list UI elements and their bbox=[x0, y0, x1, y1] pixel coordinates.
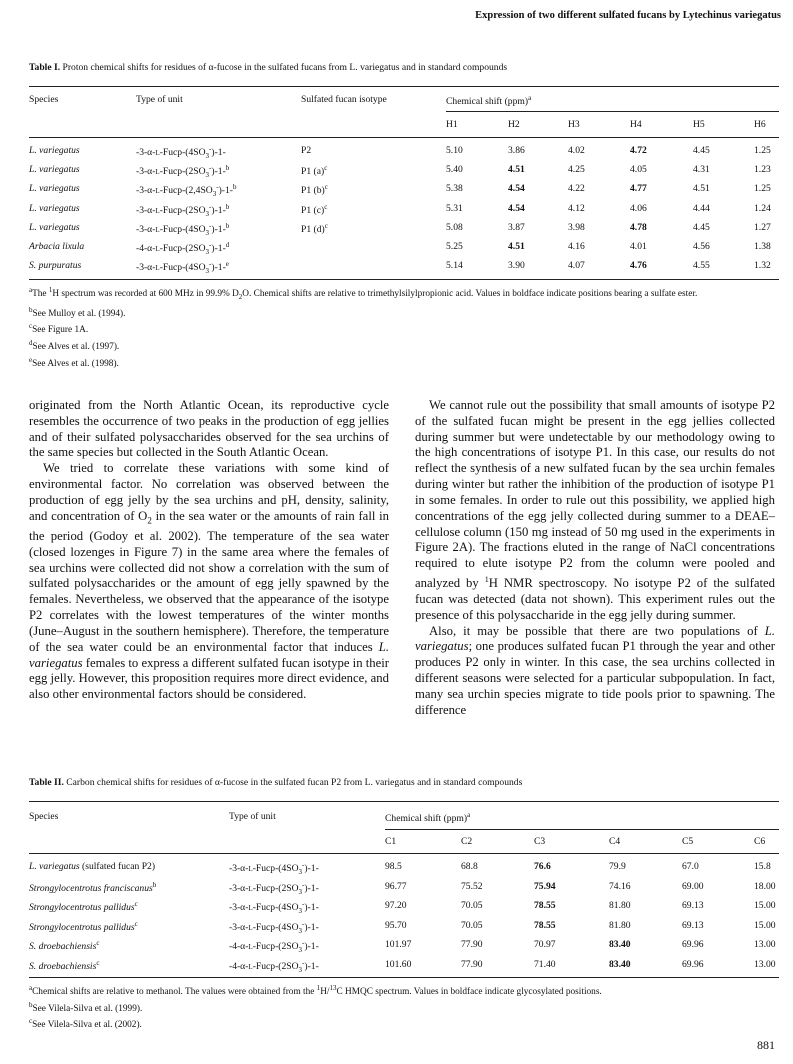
table1-cell-unit: $-4-\alpha-l-Fucp-(2SO_3^-)-1-^d$ bbox=[136, 241, 230, 257]
table2-header-species: Species bbox=[29, 811, 59, 822]
table1-cell-value: 4.44 bbox=[693, 202, 710, 214]
table2-cell-species: Strongylocentrotus franciscanus$^b$ bbox=[29, 880, 157, 894]
table2-cell-value: 71.40 bbox=[534, 959, 556, 970]
table1-cell-value: 4.25 bbox=[568, 164, 585, 176]
table2-footnote: $^b$See Vilela-Silva et al. (1999). bbox=[29, 1000, 143, 1014]
table1-footnotes bbox=[29, 284, 774, 370]
table1-cell-value: 1.27 bbox=[754, 221, 771, 233]
page-number: 881 bbox=[757, 1038, 775, 1052]
table2-col-header: C6 bbox=[754, 836, 766, 847]
table1-cell-isotype: P1 $(a)^c$ bbox=[301, 164, 328, 178]
table2-footnotes bbox=[29, 982, 774, 1032]
table2-cell-value: 77.90 bbox=[461, 959, 483, 970]
table2-caption-text: Carbon chemical shifts for residues of α-fucose in the sulfated fucan P2 from L. variegatus and in standard compounds bbox=[66, 777, 523, 788]
table1-cell-value: 4.06 bbox=[630, 202, 647, 214]
table2-cell-value: 101.97 bbox=[385, 939, 412, 951]
table1-cell-value: 4.07 bbox=[568, 260, 585, 272]
table1-cell-value: 1.23 bbox=[754, 164, 771, 176]
table1-cell-value: 3.90 bbox=[508, 260, 525, 272]
table2-cell-value: 67.0 bbox=[682, 861, 699, 872]
table1-cell-unit: $-3-\alpha-l-Fucp-(2SO_3^-)-1-^b$ bbox=[136, 164, 230, 180]
table2-cell-value: 81.80 bbox=[609, 919, 631, 931]
table2-header-shift-sup: a bbox=[467, 811, 471, 819]
table1-cell-unit: $-3-\alpha-l-Fucp-(2,4SO_3^-)-1-^b$ bbox=[136, 183, 237, 199]
table2-cell-value: 18.00 bbox=[754, 880, 776, 892]
table2-cell-value: 97.20 bbox=[385, 900, 407, 912]
table2-cell-species: Strongylocentrotus pallidus$^c$ bbox=[29, 919, 138, 933]
table2-col-header: C2 bbox=[461, 836, 473, 847]
table1-footnote: $^a$The $^1$H spectrum was recorded at 600 MHz in 99.9% $D_2O$. Chemical shifts are relative to trimethylsilylpropionic acid. Values in boldface indicate positions bearing a sulfate ester. bbox=[29, 286, 698, 301]
table1-cell-value: 4.51 bbox=[508, 241, 525, 252]
table1-cell-value: 5.14 bbox=[446, 260, 463, 272]
table1-cell-value: 1.25 bbox=[754, 183, 771, 195]
table1-cell-unit: $-3-\alpha-l-Fucp-(4SO_3^-)-1-^b$ bbox=[136, 221, 230, 237]
table2-cell-value: 68.8 bbox=[461, 861, 478, 872]
table1-cell-value: 5.25 bbox=[446, 241, 463, 252]
table1-col-header: H2 bbox=[508, 119, 520, 130]
table1-cell-value: 4.77 bbox=[630, 183, 647, 195]
table1-cell-value: 5.08 bbox=[446, 221, 463, 233]
table1-header-shift-sup: a bbox=[528, 94, 532, 102]
table1-cell-value: 3.86 bbox=[508, 145, 525, 156]
table1-cell-value: 4.45 bbox=[693, 221, 710, 233]
table2-bottom-rule bbox=[29, 977, 779, 978]
table1-cell-value: 4.72 bbox=[630, 145, 647, 156]
table1-cell-value: 5.31 bbox=[446, 202, 463, 214]
table2-cell-value: 69.96 bbox=[682, 939, 704, 951]
table1-cell-value: 3.87 bbox=[508, 221, 525, 233]
table1-bottom-rule bbox=[29, 279, 779, 280]
table2-cell-value: 70.97 bbox=[534, 939, 556, 951]
table1-cell-value: 5.10 bbox=[446, 145, 463, 156]
body-left-column bbox=[29, 398, 389, 703]
table1-col-header: H1 bbox=[446, 119, 458, 130]
table2-cell-species: Strongylocentrotus pallidus$^c$ bbox=[29, 900, 138, 914]
table2-cell-value: 13.00 bbox=[754, 939, 776, 951]
table1-caption-text: Proton chemical shifts for residues of α-fucose in the sulfated fucans from L. variegatus and in standard compounds bbox=[62, 62, 508, 73]
table1-cell-species: L. variegatus bbox=[29, 221, 80, 233]
table2-cell-value: 69.00 bbox=[682, 880, 704, 892]
running-head: Expression of two different sulfated fucans by Lytechinus variegatus bbox=[475, 10, 781, 21]
table2-cell-value: 96.77 bbox=[385, 880, 407, 892]
table2-cell-value: 69.13 bbox=[682, 919, 704, 931]
paragraph: We cannot rule out the possibility that small amounts of isotype P2 of the sulfated fucan might be present in the egg jellies collected during summer but were undetectable by our methodology owing to the high concentrations of isotype P1. In this case, our results do not reflect the synthesis of a new sulfated fucan by the sea urchin females during winter but rather the inhibition of the production of isotype P1 in some females. In order to rule out this possibility, we applied high concentrations of the egg jelly collected during summer to a DEAE–cellulose column (150 mg instead of 50 mg used in the experiments in Figure 2A). The fractions eluted in the range of NaCl concentrations required to elute isotype P2 from the column were pooled and analyzed by $^1$H NMR spectroscopy. No isotype P2 of the sulfated fucan was detected (data not shown). This experiment rules out the presence of this polysaccharide in the egg jelly during summer. bbox=[415, 398, 775, 622]
table1-cell-value: 4.45 bbox=[693, 145, 710, 156]
table2-cell-unit: $-3-\alpha-l-Fucp-(2SO_3^-)-1-$ bbox=[229, 880, 319, 896]
table2-col-header: C4 bbox=[609, 836, 621, 847]
table2-cell-value: 78.55 bbox=[534, 900, 556, 912]
paragraph: We tried to correlate these variations with some kind of environmental factor. No correlation was observed between the production of egg jelly by the sea urchins and pH, density, salinity, and concentration of $O_2$ in the sea water or the amounts of rain fall in the period (Godoy et al. 2002). The temperature of the sea water (closed lozenges in Figure 7) in the same area where the females of sea urchins were collected did not show a correlation with the sum of sulfated polysaccharides or the amount of egg jelly spawned by the females. Nevertheless, we observed that the appearance of the isotype P2 correlates with the lowest temperatures of the winter months (June–August in the southern hemisphere). Therefore, the temperature of the sea water could be an environmental factor that induces L. variegatus females to express a different sulfated fucan isotype in their egg jelly. However, this proposition requires more direct evidence, and also other environmental factors should be considered. bbox=[29, 461, 389, 702]
table2-cell-value: 15.00 bbox=[754, 919, 776, 931]
table2-cell-unit: $-4-\alpha-l-Fucp-(2SO_3^-)-1-$ bbox=[229, 939, 319, 955]
table2-cell-unit: $-3-\alpha-l-Fucp-(4SO_3^-)-1-$ bbox=[229, 919, 319, 935]
table2-cell-value: 13.00 bbox=[754, 959, 776, 970]
table2-cell-unit: $-3-\alpha-l-Fucp-(4SO_3^-)-1-$ bbox=[229, 861, 319, 877]
body-right-column bbox=[415, 398, 775, 718]
table1-caption bbox=[29, 62, 507, 73]
table2-cell-unit: $-3-\alpha-l-Fucp-(4SO_3^-)-1-$ bbox=[229, 900, 319, 916]
table1-cell-species: L. variegatus bbox=[29, 183, 80, 195]
table1-col-header: H3 bbox=[568, 119, 580, 130]
table2-header-shift bbox=[385, 811, 470, 824]
table2-cell-value: 98.5 bbox=[385, 861, 402, 872]
table1-cell-value: 4.31 bbox=[693, 164, 710, 176]
table1-cell-isotype: P2 bbox=[301, 145, 312, 156]
table2-header-shift-text: Chemical shift (ppm) bbox=[385, 813, 468, 825]
table1-top-rule bbox=[29, 86, 779, 87]
table2-cell-value: 83.40 bbox=[609, 939, 631, 951]
table2-cell-value: 101.60 bbox=[385, 959, 412, 970]
table2-col-header: C5 bbox=[682, 836, 694, 847]
table1-cell-value: 4.54 bbox=[508, 183, 525, 195]
table2-cell-value: 69.96 bbox=[682, 959, 704, 970]
table2-cell-value: 15.8 bbox=[754, 861, 771, 872]
table1-cell-species: L. variegatus bbox=[29, 145, 80, 156]
table2-caption bbox=[29, 777, 522, 788]
table1-header-isotype: Sulfated fucan isotype bbox=[301, 94, 387, 105]
table1-cell-value: 4.05 bbox=[630, 164, 647, 176]
table2-header-type: Type of unit bbox=[229, 811, 276, 822]
table1-header-species: Species bbox=[29, 94, 59, 105]
table1-cell-value: 4.16 bbox=[568, 241, 585, 252]
table1-col-header: H5 bbox=[693, 119, 705, 130]
table2-cell-value: 79.9 bbox=[609, 861, 626, 872]
table1-cell-value: 4.02 bbox=[568, 145, 585, 156]
table1-cell-isotype: P1 $(b)^c$ bbox=[301, 183, 328, 197]
table1-shift-rule bbox=[446, 111, 779, 112]
table1-cell-value: 4.76 bbox=[630, 260, 647, 272]
table1-cell-value: 1.38 bbox=[754, 241, 771, 252]
table2-cell-value: 83.40 bbox=[609, 959, 631, 970]
table2-cell-value: 74.16 bbox=[609, 880, 631, 892]
table2-label: Table II. bbox=[29, 777, 64, 788]
table1-cell-value: 4.55 bbox=[693, 260, 710, 272]
table2-top-rule bbox=[29, 801, 779, 802]
table1-cell-value: 3.98 bbox=[568, 221, 585, 233]
table2-shift-rule bbox=[385, 829, 779, 830]
table2-cell-value: 75.94 bbox=[534, 880, 556, 892]
table2-footnote: $^c$See Vilela-Silva et al. (2002). bbox=[29, 1017, 142, 1031]
table2-cell-value: 75.52 bbox=[461, 880, 483, 892]
table1-cell-value: 5.40 bbox=[446, 164, 463, 176]
table2-col-header: C3 bbox=[534, 836, 546, 847]
table2-cell-value: 15.00 bbox=[754, 900, 776, 912]
table1-footnote: $^e$See Alves et al. (1998). bbox=[29, 355, 119, 369]
table1-header-shift bbox=[446, 94, 531, 107]
table1-cell-unit: $-3-\alpha-l-Fucp-(4SO_3^-)-1-$ bbox=[136, 145, 226, 161]
table2-cell-value: 76.6 bbox=[534, 861, 551, 872]
table1-cell-value: 4.12 bbox=[568, 202, 585, 214]
table1-cell-species: L. variegatus bbox=[29, 164, 80, 176]
table1-cell-value: 4.54 bbox=[508, 202, 525, 214]
table2-cell-value: 78.55 bbox=[534, 919, 556, 931]
table2-cell-value: 95.70 bbox=[385, 919, 407, 931]
table1-cell-value: 4.56 bbox=[693, 241, 710, 252]
table1-cell-value: 1.25 bbox=[754, 145, 771, 156]
table2-cell-value: 69.13 bbox=[682, 900, 704, 912]
table1-cell-value: 4.51 bbox=[508, 164, 525, 176]
table1-footnote: $^c$See Figure 1A. bbox=[29, 322, 89, 336]
table1-cell-value: 1.24 bbox=[754, 202, 771, 214]
table1-header-shift-text: Chemical shift (ppm) bbox=[446, 96, 529, 108]
table1-cell-unit: $-3-\alpha-l-Fucp-(4SO_3^-)-1-^e$ bbox=[136, 260, 229, 276]
table1-cell-isotype: P1 $(c)^c$ bbox=[301, 202, 328, 216]
table2-cell-value: 70.05 bbox=[461, 919, 483, 931]
table2-cell-species: L. variegatus (sulfated fucan P2) bbox=[29, 861, 156, 872]
table1-cell-value: 4.78 bbox=[630, 221, 647, 233]
table1-cell-value: 1.32 bbox=[754, 260, 771, 272]
table1-header-type: Type of unit bbox=[136, 94, 183, 105]
table1-col-header: H4 bbox=[630, 119, 642, 130]
table2-footnote: $^a$Chemical shifts are relative to methanol. The values were obtained from the $^1$H/$^{13}$C HMQC spectrum. Values in boldface indicate glycosylated positions. bbox=[29, 984, 602, 998]
table1-cell-value: 4.22 bbox=[568, 183, 585, 195]
table1-footnote: $^b$See Mulloy et al. (1994). bbox=[29, 305, 126, 319]
table1-cell-unit: $-3-\alpha-l-Fucp-(2SO_3^-)-1-^b$ bbox=[136, 202, 230, 218]
table1-cell-species: Arbacia lixula bbox=[29, 241, 85, 252]
table2-cell-value: 70.05 bbox=[461, 900, 483, 912]
table1-cell-value: 4.01 bbox=[630, 241, 647, 252]
table2-cell-species: S. droebachiensis$^c$ bbox=[29, 939, 100, 953]
paragraph: Also, it may be possible that there are two populations of L. variegatus; one produces sulfated fucan P1 through the year and other produces P2 only in winter. In this case, the sea urchins collected in different seasons were selected for a particular subpopulation. In fact, many sea urchin species migrate to tide pools prior to spawning. The difference bbox=[415, 623, 775, 717]
table1-footnote: $^d$See Alves et al. (1997). bbox=[29, 338, 120, 353]
table1-header-rule bbox=[29, 137, 779, 138]
table1-cell-isotype: P1 $(d)^c$ bbox=[301, 221, 328, 235]
table1-cell-species: S. purpuratus bbox=[29, 260, 82, 272]
table2-col-header: C1 bbox=[385, 836, 397, 847]
table1-cell-value: 5.38 bbox=[446, 183, 463, 195]
table1-col-header: H6 bbox=[754, 119, 766, 130]
table2-cell-value: 81.80 bbox=[609, 900, 631, 912]
table2-cell-unit: $-4-\alpha-l-Fucp-(2SO_3^-)-1-$ bbox=[229, 959, 319, 975]
table2-cell-value: 77.90 bbox=[461, 939, 483, 951]
table1-cell-species: L. variegatus bbox=[29, 202, 80, 214]
table2-header-rule bbox=[29, 853, 779, 854]
table1-cell-value: 4.51 bbox=[693, 183, 710, 195]
paragraph: originated from the North Atlantic Ocean, its reproductive cycle resembles the occurrence of two peaks in the production of egg jellies and of their sulfated polysaccharides observed for the sea urchins of the same species but collected in the South Atlantic Ocean. bbox=[29, 398, 389, 460]
table1-label: Table I. bbox=[29, 62, 61, 73]
table2-cell-species: S. droebachiensis$^c$ bbox=[29, 959, 100, 973]
